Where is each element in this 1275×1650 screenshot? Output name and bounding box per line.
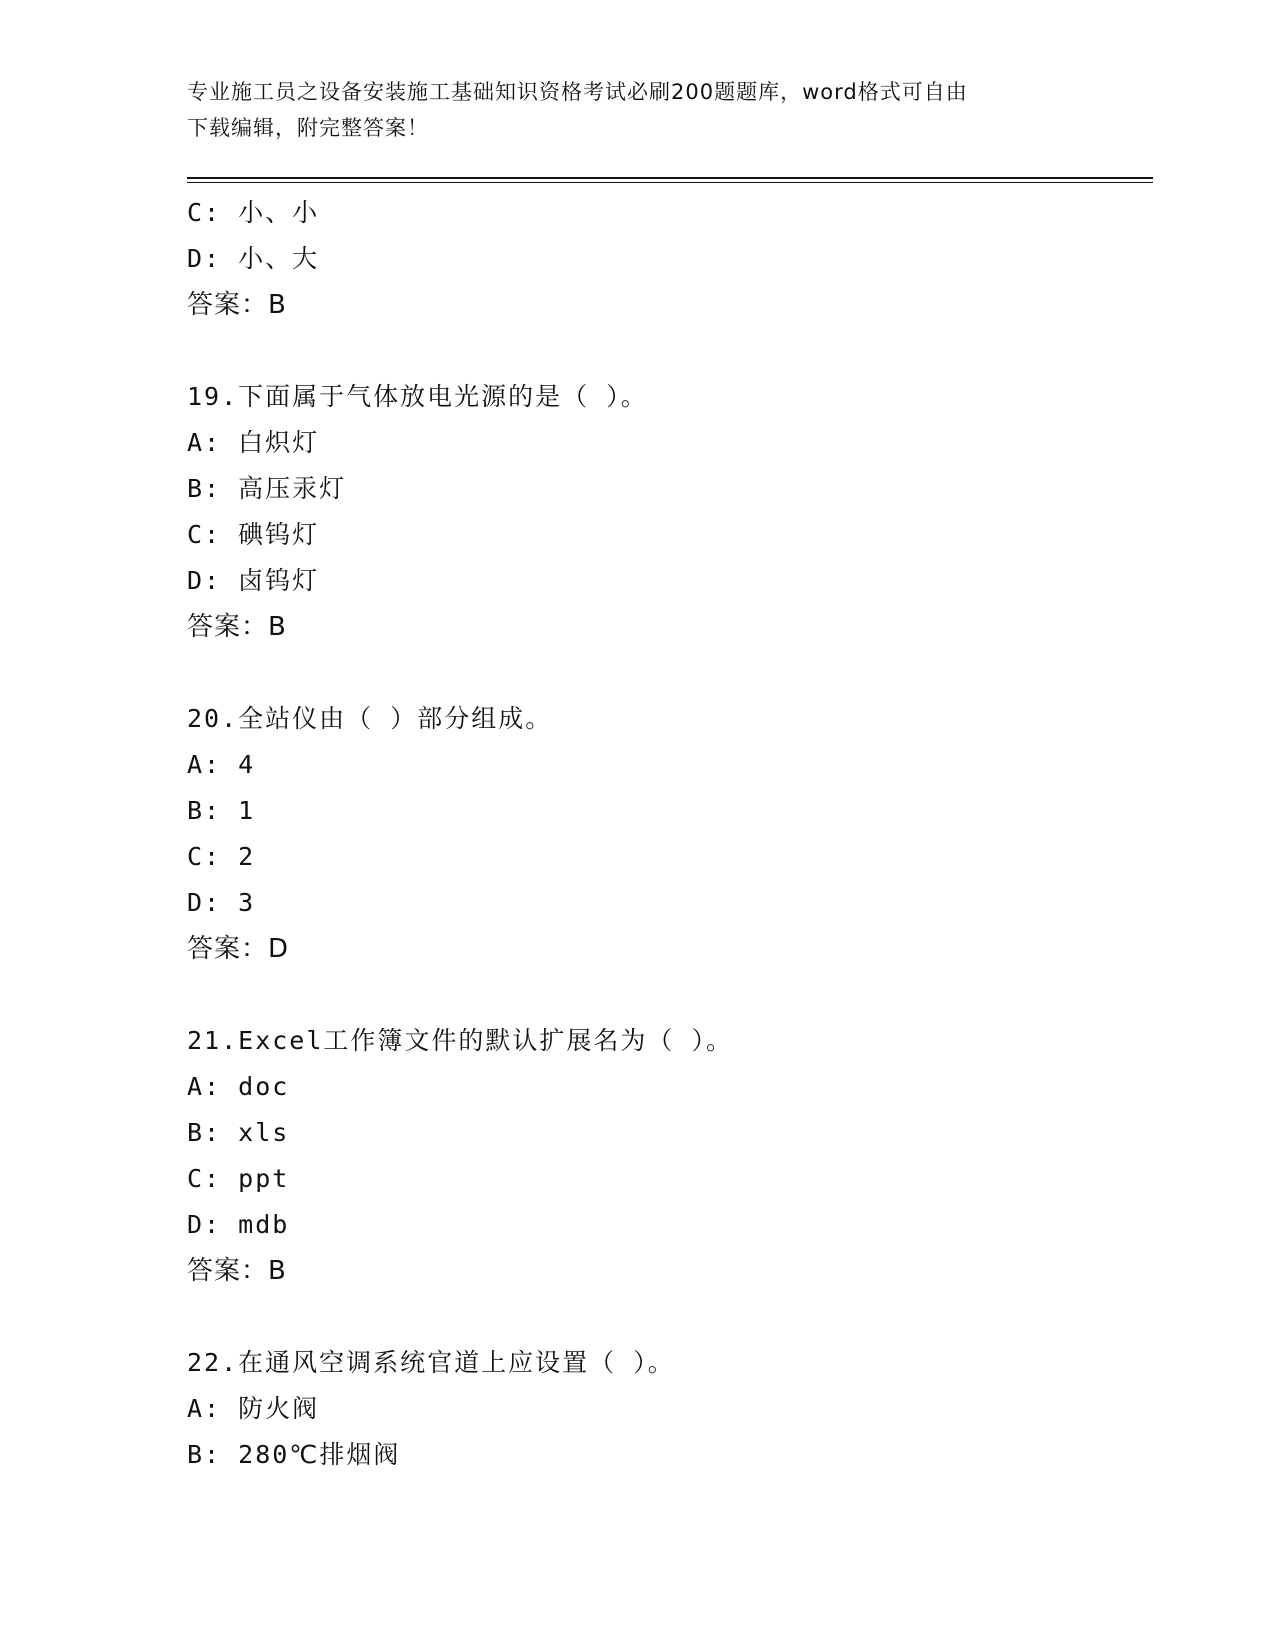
spacer <box>187 972 1147 1018</box>
header-title-line-2: 下载编辑，附完整答案！ <box>187 116 429 140</box>
header-divider <box>187 177 1153 183</box>
option-b: B: 280℃排烟阀 <box>187 1440 401 1469</box>
spacer <box>187 1294 1147 1340</box>
answer: 答案：D <box>187 934 290 964</box>
question-text: 22.在通风空调系统官道上应设置（ ）。 <box>187 1348 675 1377</box>
answer: 答案：B <box>187 1256 287 1286</box>
option-b: B: xls <box>187 1118 290 1147</box>
option-a: A: 防火阀 <box>187 1394 320 1423</box>
option-c: C: 2 <box>187 842 256 871</box>
option-d: D: 卤钨灯 <box>187 566 320 595</box>
document-header <box>187 74 1087 146</box>
option-c: C: ppt <box>187 1164 290 1193</box>
option-b: B: 高压汞灯 <box>187 474 347 503</box>
answer: 答案：B <box>187 290 287 320</box>
option-a: A: 白炽灯 <box>187 428 320 457</box>
spacer <box>187 650 1147 696</box>
question-list <box>187 190 1147 1478</box>
option-c: C: 小、小 <box>187 198 320 227</box>
option-d: D: 3 <box>187 888 256 917</box>
option-a: A: doc <box>187 1072 290 1101</box>
option-d: D: 小、大 <box>187 244 320 273</box>
spacer <box>187 328 1147 374</box>
option-a: A: 4 <box>187 750 256 779</box>
option-b: B: 1 <box>187 796 256 825</box>
answer: 答案：B <box>187 612 287 642</box>
question-20 <box>187 696 1147 972</box>
option-d: D: mdb <box>187 1210 290 1239</box>
question-19 <box>187 374 1147 650</box>
question-21 <box>187 1018 1147 1294</box>
question-18-partial <box>187 190 1147 328</box>
question-text: 20.全站仪由（ ）部分组成。 <box>187 704 553 733</box>
header-title-line-1: 专业施工员之设备安装施工基础知识资格考试必刷200题题库，word格式可自由 <box>187 80 968 104</box>
question-22 <box>187 1340 1147 1478</box>
question-text: 21.Excel工作簿文件的默认扩展名为（ ）。 <box>187 1026 733 1055</box>
option-c: C: 碘钨灯 <box>187 520 320 549</box>
question-text: 19.下面属于气体放电光源的是（ ）。 <box>187 382 648 411</box>
